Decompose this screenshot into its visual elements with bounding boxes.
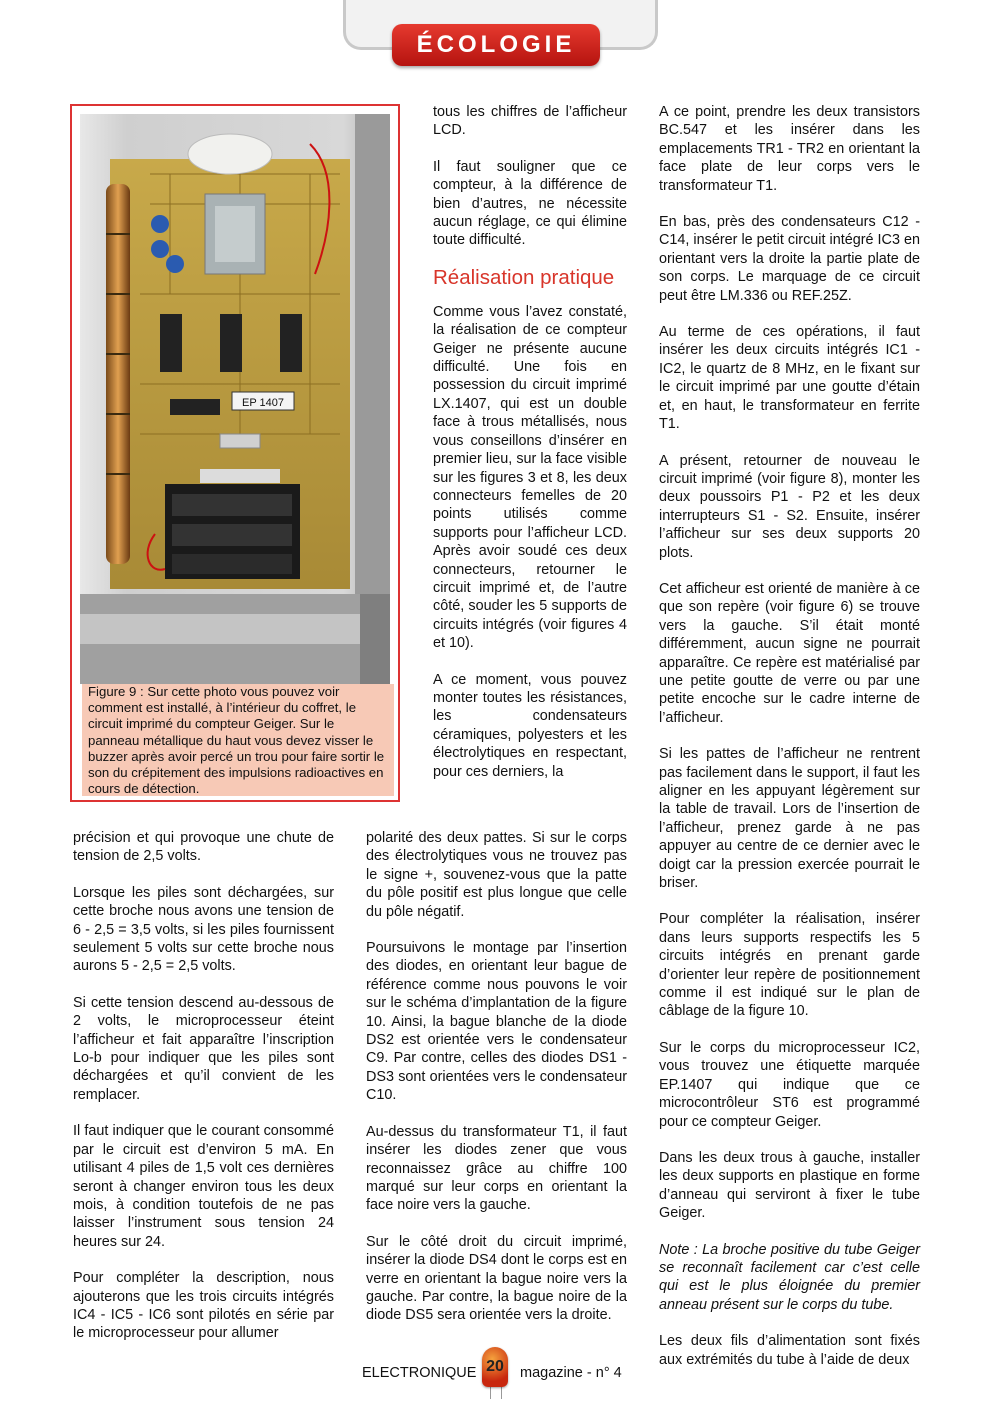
led-page-icon [482,1347,508,1387]
paragraph: A ce moment, vous pouvez monter toutes les résistances, les condensateurs céramiques, polyesters et les électrolytiques en respectant, pour ces derniers, la [433,671,627,780]
led-legs [490,1385,502,1399]
magazine-name: ELECTRONIQUE [362,1365,477,1381]
note-paragraph: Note : La broche positive du tube Geiger se reconnaît facilement car c’est celle qui est le plus éloignée du premier anneau présent sur le corps du tube. [659,1241,920,1313]
page-number: 20 [486,1358,504,1375]
paragraph: Lorsque les piles sont déchargées, sur cette broche nous avons une tension de 6 - 2,5 = 3,5 volts, si les piles fournissent seulement 5 volts sur cette broche nous aurons 5 - 2,5 = 2,5 volts. [73,884,334,975]
paragraph: Pour compléter la réalisation, insérer dans leurs supports respectifs les 5 circuits intégrés en prenant garde d’orienter leur repère de positionnement comme il est indiqué sur le plan de câblage de la figure 10. [659,911,920,1020]
section-title: ÉCOLOGIE [416,31,576,58]
paragraph: Les deux fils d’alimentation sont fixés aux extrémités du tube à l’aide de deux [659,1333,920,1368]
paragraph: Au terme de ces opérations, il faut insérer les deux circuits intégrés IC1 - IC2, le quartz de 8 MHz, en le fixant sur le circuit imprimé par une goutte d’étain et, en haut, le transformateur en ferrite T1. [659,324,920,433]
paragraph: En bas, près des condensateurs C12 - C14, insérer le petit circuit intégré IC3 en orientant vers la droite la partie plate de son corps. Le marquage de ce circuit peut être LM.336 ou REF.25Z. [659,214,920,304]
figure-photo [80,114,390,684]
issue-label: magazine - n° 4 [520,1365,622,1381]
column-3 [659,103,920,1387]
paragraph: tous les chiffres de l’afficheur LCD. [433,104,627,139]
paragraph: polarité des deux pattes. Si sur le corps des électrolytiques vous ne trouvez pas le signe +, souvenez-vous que la patte du pôle positif est plus longue que celle du pôle négatif. [366,830,627,920]
figure-caption: Figure 9 : Sur cette photo vous pouvez voir comment est installé, à l’intérieur du coffret, le circuit imprimé du compteur Geiger. Sur le panneau métallique du haut vous devez visser le buzzer après avoir percé un trou pour faire sortir le son du crépitement des impulsions radioactives en cours de détection. [82,684,394,796]
paragraph: Dans les deux trous à gauche, installer les deux supports en plastique en forme d’anneau qui serviront à fixer le tube Geiger. [659,1149,920,1222]
section-heading: Réalisation pratique [433,265,615,289]
section-banner [392,24,600,66]
paragraph: Poursuivons le montage par l’insertion des diodes, en orientant leur bague de référence comme nous pouvons le voir sur le schéma d’implantation de la figure 10. Ainsi, la bague blanche de la diode DS2 est orientée vers le condensateur C9. Par contre, celles des diodes DS1 - DS3 sont orientées vers le condensateur C10. [366,940,627,1104]
paragraph: précision et qui provoque une chute de tension de 2,5 volts. [73,830,334,865]
page-footer [0,1355,992,1395]
column-1 [73,829,334,1361]
ep-label: EP 1407 [241,397,285,409]
paragraph: Sur le corps du microprocesseur IC2, vous trouvez une étiquette marquée EP.1407 qui indique que ce microcontrôleur ST6 est programmé pour ce compteur Geiger. [659,1039,920,1130]
paragraph: Il faut souligner que ce compteur, à la différence de bien d’autres, ne nécessite aucun réglage, ce qui élimine toute difficulté. [433,158,627,249]
paragraph: Si les pattes de l’afficheur ne rentrent pas facilement dans le support, il faut les aligner en les appuyant légèrement sur la table de travail. Lors de l’insertion de l’afficheur, prenez garde à ne pas appuyer au centre de ce dernier avec le doigt car la pression exercée pourrait le briser. [659,746,920,892]
column-2-upper [433,103,627,781]
paragraph: Si cette tension descend au-dessous de 2 volts, le microprocesseur éteint l’afficheur et fait apparaître l’inscription Lo-b pour indiquer que les piles sont déchargées et qu’il convient de les remplacer. [73,994,334,1103]
paragraph: Pour compléter la description, nous ajouterons que les trois circuits intégrés IC4 - IC5 - IC6 sont pilotés en série par le microprocesseur pour allumer [73,1270,334,1342]
paragraph: Sur le côté droit du circuit imprimé, insérer la diode DS4 dont le corps est en verre en orientant la bague noire vers la gauche. Par contre, la bague noire de la diode DS5 sera orientée vers la droite. [366,1233,627,1324]
paragraph: Au-dessus du transformateur T1, il faut insérer les diodes zener que vous reconnaissez grâce au chiffre 100 marqué sur leur corps en orientant la face noire vers la gauche. [366,1123,627,1214]
paragraph: Comme vous l’avez constaté, la réalisation de ce compteur Geiger ne présente aucune difficulté. Une fois en possession du circuit imprimé LX.1407, qui est un double face à trous métallisés, nous vous conseillons d’insérer en premier lieu, sur la face visible sur les figures 3 et 8, les deux connecteurs femelles de 20 points utilisés comme supports pour l’afficheur LCD. Après avoir soudé ces deux connecteurs, retourner le circuit imprimé et, de l’autre côté, souder les 5 supports de circuits intégrés (voir figures 4 et 10). [433,303,627,652]
paragraph: A présent, retourner de nouveau le circuit imprimé (voir figure 8), monter les deux poussoirs P1 - P2 et les deux interrupteurs S1 - S2. Ensuite, insérer l’afficheur sur ses deux supports 20 plots. [659,452,920,561]
paragraph: A ce point, prendre les deux transistors BC.547 et les insérer dans les emplacements TR1 - TR2 en orientant la face plate de leur corps vers le transformateur T1. [659,104,920,194]
paragraph: Cet afficheur est orienté de manière à ce que son repère (voir figure 6) se trouve vers la gauche. S’il était monté différemment, aucun signe ne pourrait apparaître. Ce repère est matérialisé par une petite goutte de verre ou par une petite encoche sur le cadre interne de l’afficheur. [659,580,920,726]
column-2-lower [366,829,627,1343]
paragraph: Il faut indiquer que le courant consommé par le circuit est d’environ 5 mA. En utilisant 4 piles de 1,5 volt ces dernières seront à changer environ tous les deux mois, à condition toutefois de ne pas laisser l’instrument sous tension 24 heures sur 24. [73,1123,334,1250]
